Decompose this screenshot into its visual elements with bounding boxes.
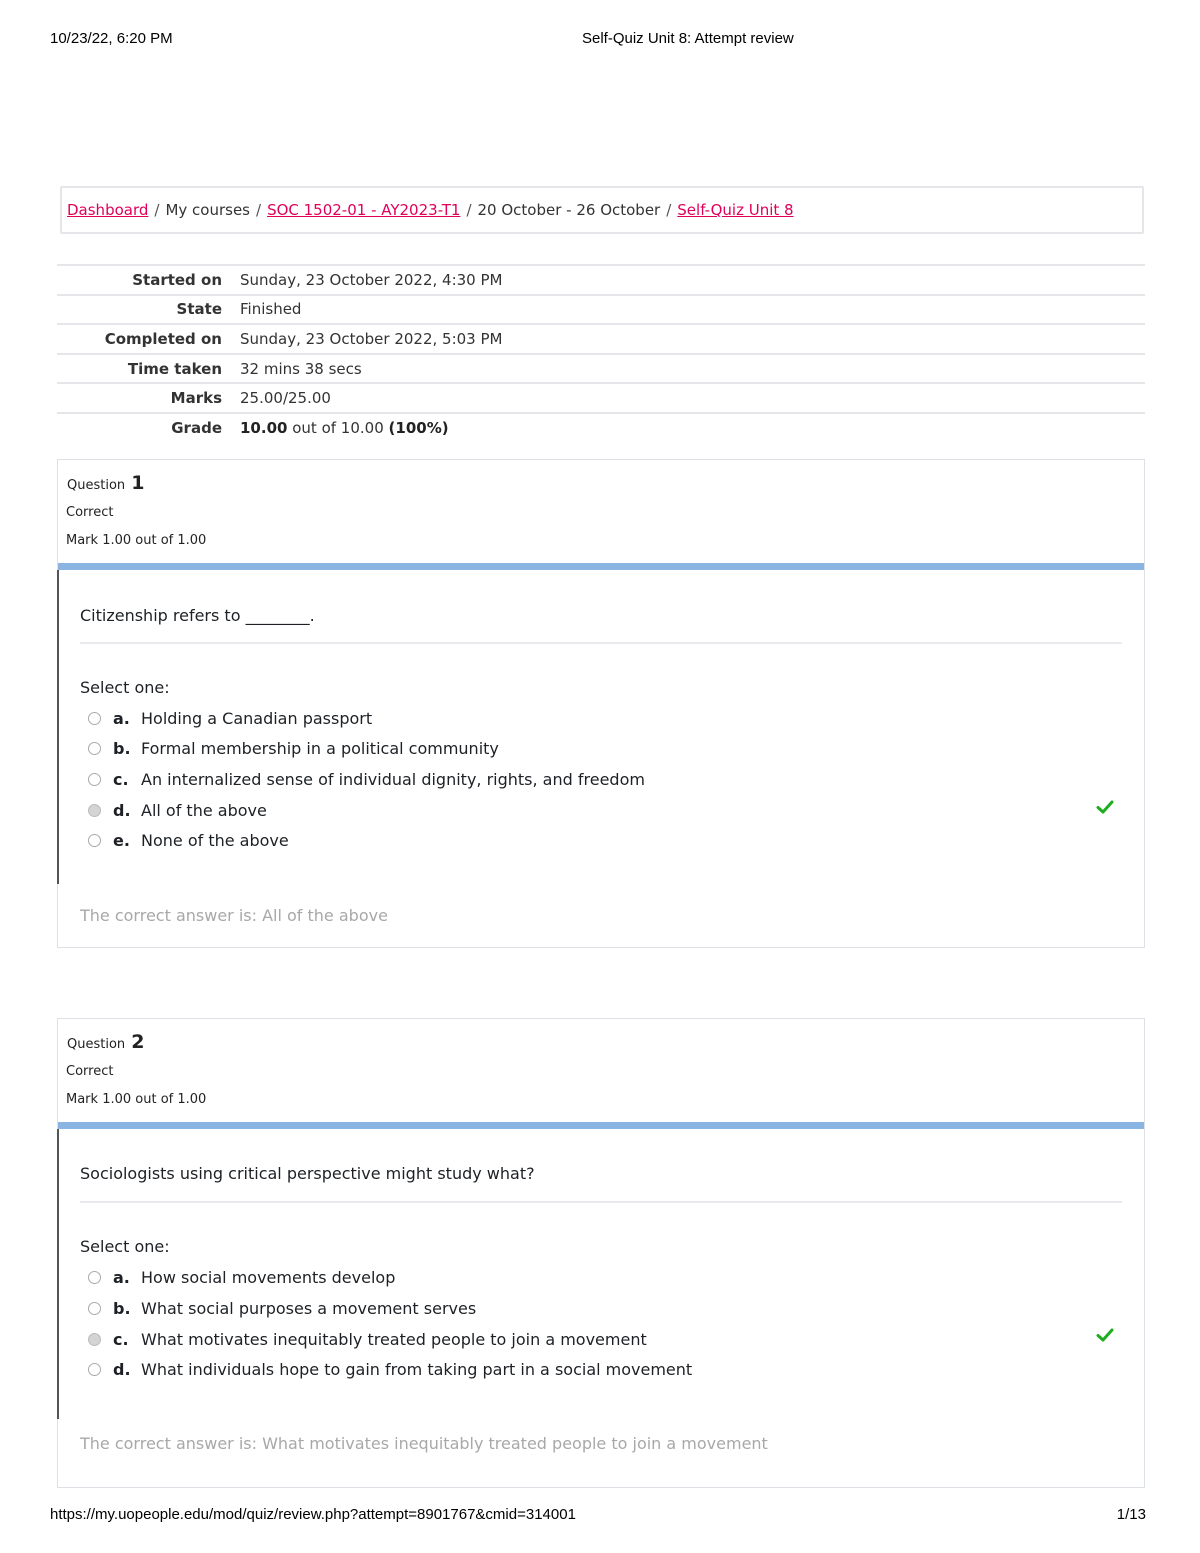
question-divider xyxy=(80,1201,1122,1203)
print-footer xyxy=(50,1506,1146,1526)
answer-option-d[interactable] xyxy=(88,799,267,821)
question-number: 1 xyxy=(131,472,145,494)
question-content xyxy=(58,1122,1144,1489)
answer-option-c[interactable] xyxy=(88,768,645,790)
right-answer-feedback: The correct answer is: What motivates inequitably treated people to join a movement xyxy=(80,1434,768,1453)
answer-option-a[interactable] xyxy=(88,707,372,729)
option-letter: b. xyxy=(113,738,131,758)
breadcrumb-separator: / xyxy=(466,201,472,219)
summary-value: Finished xyxy=(240,300,302,319)
question-grade: Mark 1.00 out of 1.00 xyxy=(66,1092,207,1107)
breadcrumb-quiz-link[interactable]: Self-Quiz Unit 8 xyxy=(677,201,794,219)
option-letter: c. xyxy=(113,769,129,789)
radio-button[interactable] xyxy=(88,834,101,847)
radio-button-selected[interactable] xyxy=(88,1333,101,1346)
question-1 xyxy=(57,459,1145,948)
print-page-number: 1/13 xyxy=(1116,1506,1146,1523)
attempt-summary-table xyxy=(57,264,1145,443)
radio-button[interactable] xyxy=(88,1363,101,1376)
correct-check-icon xyxy=(1096,798,1114,816)
breadcrumb-separator: / xyxy=(666,201,672,219)
content-left-rule xyxy=(57,1129,59,1419)
question-divider xyxy=(80,642,1122,644)
print-url: https://my.uopeople.edu/mod/quiz/review.php?attempt=8901767&cmid=314001 xyxy=(50,1506,576,1523)
radio-button[interactable] xyxy=(88,742,101,755)
question-number: 2 xyxy=(131,1031,145,1053)
option-text: Holding a Canadian passport xyxy=(141,708,373,728)
print-page-title: Self-Quiz Unit 8: Attempt review xyxy=(582,30,794,47)
summary-label: Time taken xyxy=(127,359,222,378)
summary-grade-value xyxy=(240,413,1145,443)
question-state: Correct xyxy=(66,1064,114,1079)
question-2 xyxy=(57,1018,1145,1488)
option-text: What individuals hope to gain from taking part in a social movement xyxy=(141,1359,693,1379)
question-text: Citizenship refers to ________. xyxy=(80,606,315,625)
question-info xyxy=(58,1019,1144,1122)
correct-check-icon xyxy=(1096,1326,1114,1344)
breadcrumb-week: 20 October - 26 October xyxy=(477,201,661,219)
option-text: None of the above xyxy=(141,830,289,850)
question-content xyxy=(58,563,1144,948)
question-text: Sociologists using critical perspective might study what? xyxy=(80,1164,535,1183)
option-text: Formal membership in a political community xyxy=(141,738,499,758)
summary-label: Started on xyxy=(132,270,222,289)
summary-row-time-taken xyxy=(57,354,1145,384)
answer-option-c[interactable] xyxy=(88,1328,647,1350)
answer-prompt: Select one: xyxy=(80,678,170,697)
summary-value: Sunday, 23 October 2022, 4:30 PM xyxy=(240,270,503,289)
breadcrumb-separator: / xyxy=(256,201,262,219)
summary-label: State xyxy=(176,300,222,319)
question-info xyxy=(58,460,1144,563)
summary-row-completed-on xyxy=(57,324,1145,354)
summary-label: Completed on xyxy=(104,329,222,348)
summary-label: Grade xyxy=(171,419,222,438)
grade-out-of: out of 10.00 xyxy=(292,419,384,438)
summary-value: 32 mins 38 secs xyxy=(240,359,362,378)
option-letter: d. xyxy=(113,800,131,820)
answer-option-e[interactable] xyxy=(88,829,289,851)
option-text: All of the above xyxy=(141,800,267,820)
breadcrumb-separator: / xyxy=(154,201,160,219)
answer-option-a[interactable] xyxy=(88,1266,395,1288)
print-datetime: 10/23/22, 6:20 PM xyxy=(50,30,173,47)
option-letter: b. xyxy=(113,1298,131,1318)
print-header xyxy=(50,30,1146,50)
breadcrumb-course-link[interactable]: SOC 1502-01 - AY2023-T1 xyxy=(267,201,461,219)
radio-button[interactable] xyxy=(88,773,101,786)
grade-score: 10.00 xyxy=(240,419,288,438)
summary-row-started-on xyxy=(57,265,1145,295)
summary-row-marks xyxy=(57,383,1145,413)
option-letter: a. xyxy=(113,1267,130,1287)
summary-row-state xyxy=(57,295,1145,325)
radio-button[interactable] xyxy=(88,1302,101,1315)
option-letter: d. xyxy=(113,1359,131,1379)
answer-option-d[interactable] xyxy=(88,1358,692,1380)
question-grade: Mark 1.00 out of 1.00 xyxy=(66,533,207,548)
option-letter: c. xyxy=(113,1329,129,1349)
breadcrumb xyxy=(60,186,1144,234)
question-title xyxy=(67,472,145,494)
question-label: Question xyxy=(67,478,126,493)
radio-button[interactable] xyxy=(88,1271,101,1284)
summary-value: Sunday, 23 October 2022, 5:03 PM xyxy=(240,329,503,348)
answer-option-b[interactable] xyxy=(88,737,499,759)
summary-value: 25.00/25.00 xyxy=(240,389,331,408)
summary-label: Marks xyxy=(170,389,222,408)
answer-prompt: Select one: xyxy=(80,1237,170,1256)
breadcrumb-my-courses: My courses xyxy=(165,201,250,219)
right-answer-feedback: The correct answer is: All of the above xyxy=(80,906,388,925)
radio-button[interactable] xyxy=(88,712,101,725)
breadcrumb-dashboard-link[interactable]: Dashboard xyxy=(67,201,149,219)
content-left-rule xyxy=(57,570,59,884)
grade-percent: (100%) xyxy=(388,419,449,438)
question-title xyxy=(67,1031,145,1053)
question-state: Correct xyxy=(66,505,114,520)
option-text: An internalized sense of individual dignity, rights, and freedom xyxy=(141,769,645,789)
summary-row-grade xyxy=(57,413,1145,443)
option-letter: a. xyxy=(113,708,130,728)
option-text: What social purposes a movement serves xyxy=(141,1298,477,1318)
option-text: How social movements develop xyxy=(141,1267,396,1287)
option-text: What motivates inequitably treated people to join a movement xyxy=(141,1329,647,1349)
radio-button-selected[interactable] xyxy=(88,804,101,817)
question-label: Question xyxy=(67,1037,126,1052)
option-letter: e. xyxy=(113,830,130,850)
answer-option-b[interactable] xyxy=(88,1297,476,1319)
